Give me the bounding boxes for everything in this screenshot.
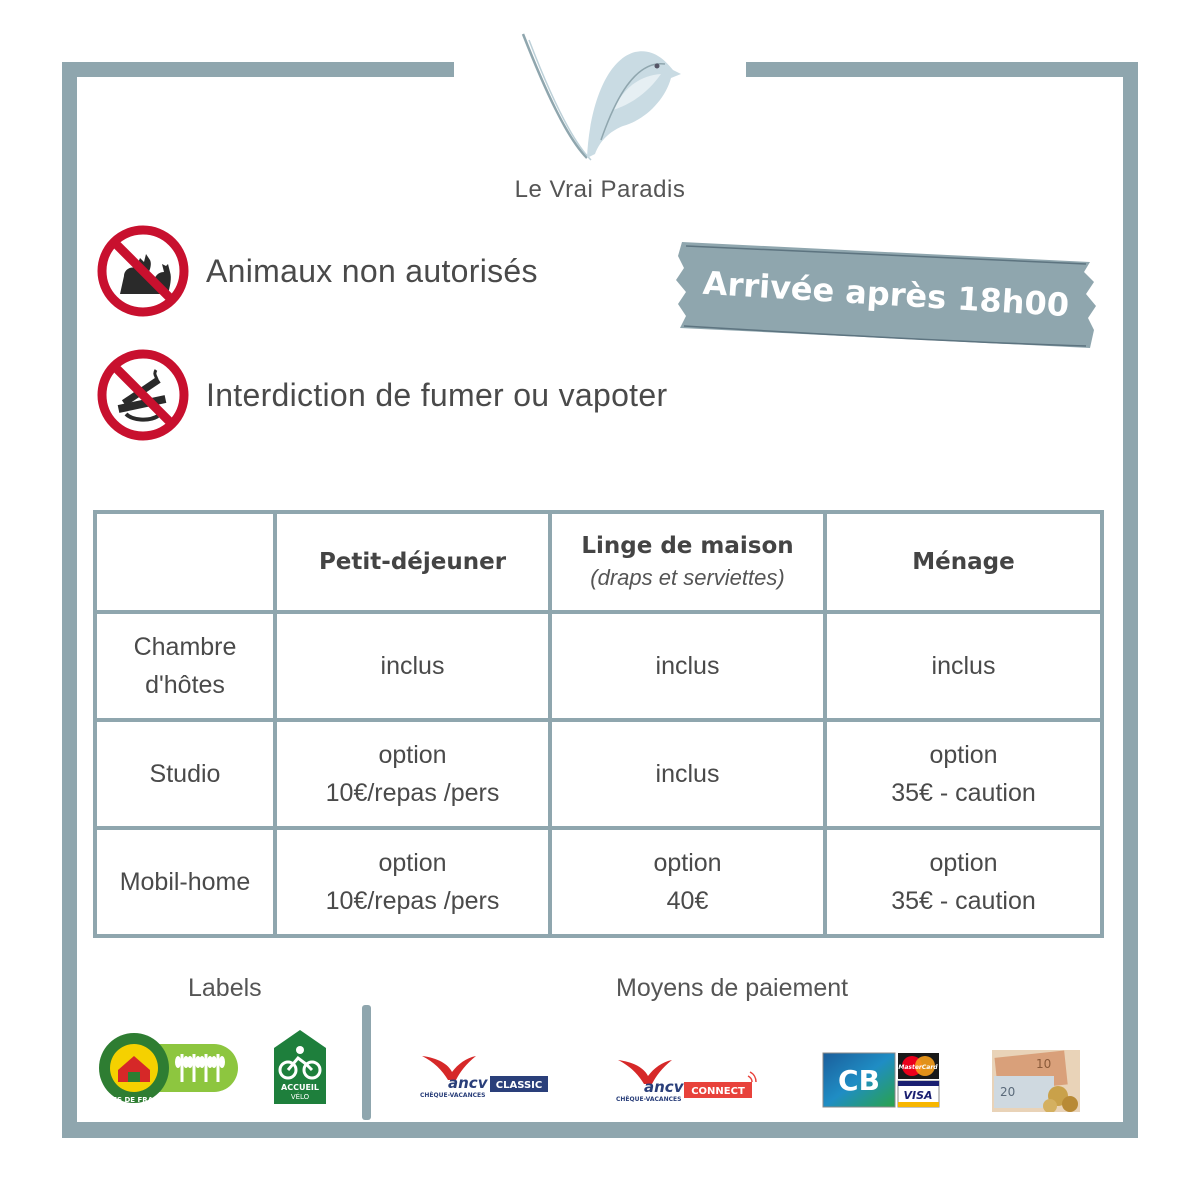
cell-line: inclus bbox=[931, 652, 996, 680]
cash-icon bbox=[992, 1050, 1080, 1112]
gites-de-france-icon bbox=[98, 1032, 240, 1104]
cell-line: option bbox=[929, 849, 998, 877]
rule-text: Animaux non autorisés bbox=[206, 252, 538, 289]
table-row bbox=[95, 720, 1102, 828]
cell-line: inclus bbox=[655, 760, 720, 788]
cell-line: inclus bbox=[655, 652, 720, 680]
cash-logo bbox=[992, 1050, 1080, 1112]
empty-header-cell bbox=[95, 512, 275, 612]
frame-left bbox=[62, 62, 77, 1138]
cb-text: CB bbox=[838, 1064, 880, 1097]
svg-text:20: 20 bbox=[1000, 1085, 1016, 1099]
ancv-brand-text: ancv bbox=[448, 1074, 488, 1092]
brand-name: Le Vrai Paradis bbox=[514, 176, 686, 203]
credit-card-icon bbox=[822, 1052, 940, 1108]
frame-bottom bbox=[62, 1122, 1138, 1138]
ancv-tag-text: CLASSIC bbox=[495, 1080, 543, 1091]
cell-cleaning bbox=[825, 612, 1102, 720]
cell-line: option bbox=[378, 741, 447, 769]
cell-breakfast bbox=[275, 612, 550, 720]
cell-line: 40€ bbox=[666, 887, 709, 915]
rule-no-pets bbox=[96, 224, 538, 318]
row-label bbox=[95, 828, 275, 936]
visa-text: VISA bbox=[903, 1089, 933, 1102]
cell-breakfast bbox=[275, 828, 550, 936]
velo-line-2: VÉLO bbox=[290, 1093, 310, 1101]
ancv-sub-text: CHÈQUE-VACANCES bbox=[420, 1092, 486, 1099]
cell-linen bbox=[550, 720, 825, 828]
cell-linen bbox=[550, 612, 825, 720]
cell-cleaning bbox=[825, 720, 1102, 828]
labels-title: Labels bbox=[188, 974, 262, 1002]
row-label bbox=[95, 612, 275, 720]
svg-text:10: 10 bbox=[1036, 1057, 1052, 1071]
row-label-line: Mobil-home bbox=[119, 868, 251, 896]
cell-line: 35€ - caution bbox=[891, 779, 1036, 807]
header-breakfast: Petit-déjeuner bbox=[275, 512, 550, 612]
velo-line-1: ACCUEIL bbox=[281, 1083, 319, 1092]
row-label-line: Chambre bbox=[133, 633, 237, 661]
gites-text: GÎTES DE FRANCE bbox=[99, 1096, 169, 1104]
cell-line: 10€/repas /pers bbox=[325, 887, 500, 915]
arrival-text: Arrivée après 18h00 bbox=[701, 263, 1071, 325]
arrival-banner bbox=[676, 238, 1096, 350]
accueil-velo-logo bbox=[272, 1028, 328, 1106]
cell-line: inclus bbox=[380, 652, 445, 680]
header-linen-title: Linge de maison bbox=[581, 533, 794, 559]
ancv-connect-logo bbox=[614, 1054, 762, 1104]
rule-no-smoking bbox=[96, 348, 667, 442]
header-linen bbox=[550, 512, 825, 612]
row-label-line: d'hôtes bbox=[145, 671, 225, 699]
bird-logo-icon bbox=[505, 30, 695, 165]
frame-top-left bbox=[62, 62, 454, 77]
services-table bbox=[93, 510, 1104, 938]
no-smoking-icon bbox=[96, 348, 190, 442]
cell-line: option bbox=[378, 849, 447, 877]
gites-de-france-logo bbox=[98, 1032, 240, 1104]
cell-line: option bbox=[929, 741, 998, 769]
ancv-tag-text: CONNECT bbox=[691, 1086, 745, 1097]
payments-title: Moyens de paiement bbox=[616, 974, 849, 1002]
frame-top-right bbox=[746, 62, 1138, 77]
card-payments-logo bbox=[822, 1052, 940, 1108]
row-label-line: Studio bbox=[149, 760, 221, 788]
cell-breakfast bbox=[275, 720, 550, 828]
ancv-classic-logo bbox=[418, 1050, 550, 1100]
cell-line: option bbox=[653, 849, 722, 877]
cell-line: 35€ - caution bbox=[891, 887, 1036, 915]
ancv-brand-text: ancv bbox=[644, 1078, 684, 1096]
table-row bbox=[95, 828, 1102, 936]
rule-text: Interdiction de fumer ou vapoter bbox=[206, 376, 668, 413]
table-row bbox=[95, 612, 1102, 720]
cell-linen bbox=[550, 828, 825, 936]
cell-cleaning bbox=[825, 828, 1102, 936]
ancv-sub-text: CHÈQUE-VACANCES bbox=[616, 1096, 682, 1103]
cell-line: 10€/repas /pers bbox=[325, 779, 500, 807]
accueil-velo-icon bbox=[272, 1028, 328, 1106]
header-linen-note: (draps et serviettes) bbox=[590, 565, 785, 590]
ancv-classic-icon bbox=[418, 1050, 550, 1100]
table-header-row bbox=[95, 512, 1102, 612]
ancv-connect-icon bbox=[614, 1054, 762, 1104]
no-pets-icon bbox=[96, 224, 190, 318]
header-cleaning: Ménage bbox=[825, 512, 1102, 612]
frame-right bbox=[1123, 62, 1138, 1138]
row-label bbox=[95, 720, 275, 828]
mastercard-text: MasterCard bbox=[898, 1064, 938, 1071]
footer-divider bbox=[362, 1005, 371, 1120]
